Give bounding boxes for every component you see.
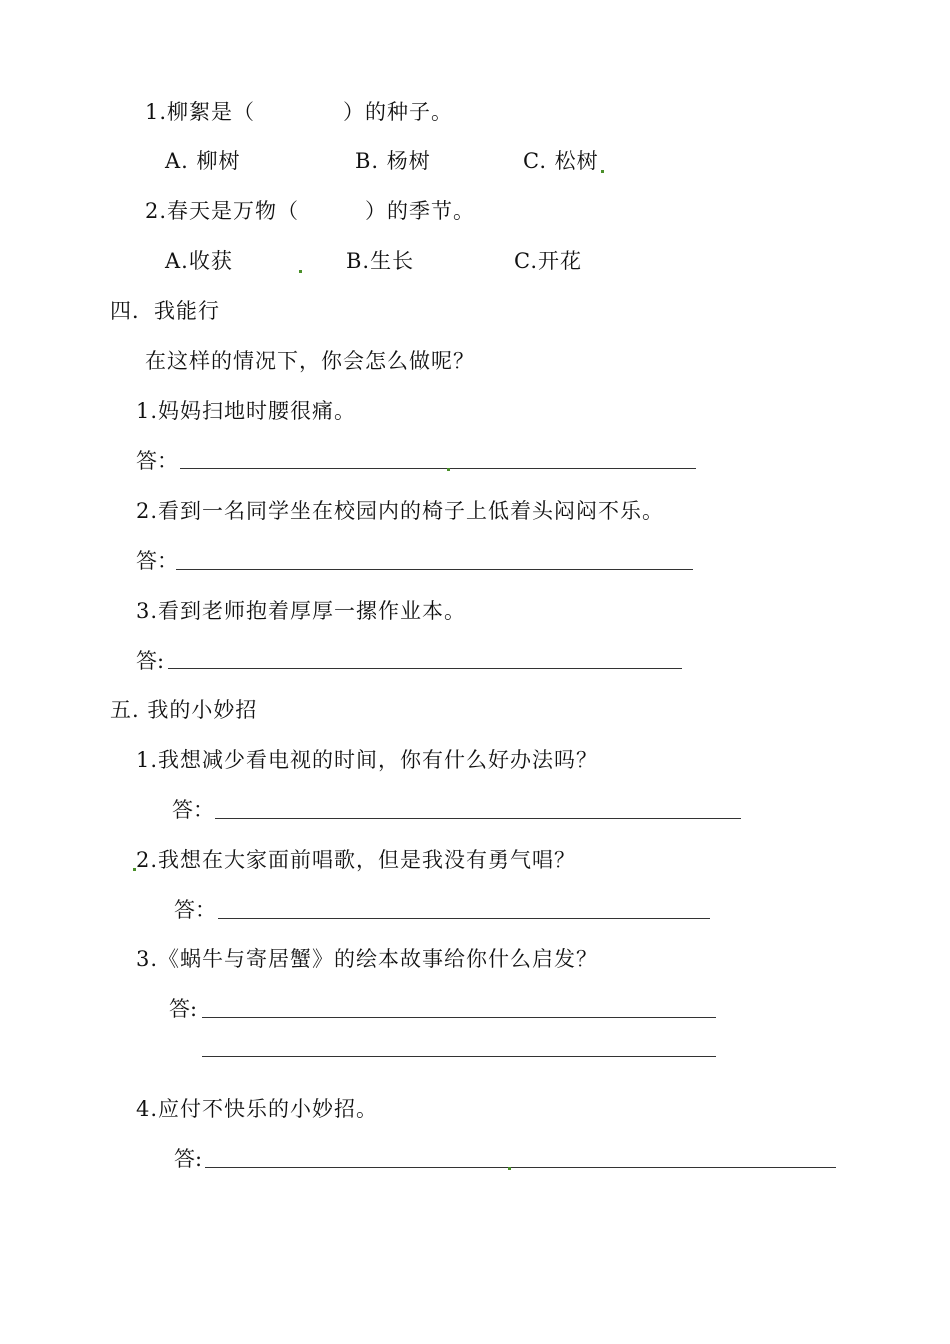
scan-mark: [133, 868, 136, 871]
section-4-intro: 在这样的情况下，你会怎么做呢？: [145, 349, 475, 373]
question-5-2: 2.我想在大家面前唱歌，但是我没有勇气唱？: [136, 848, 577, 872]
section-4-title: 四．我能行: [110, 299, 220, 323]
answer-line-5-2[interactable]: [218, 918, 710, 919]
option-3-2-b: B.生长: [346, 249, 415, 273]
option-3-1-a: A. 柳树: [165, 149, 241, 173]
answer-line-4-1[interactable]: [180, 468, 696, 469]
question-4-2: 2.看到一名同学坐在校园内的椅子上低着头闷闷不乐。: [136, 499, 665, 523]
answer-line-5-3b[interactable]: [202, 1056, 716, 1057]
scan-mark: [447, 468, 450, 471]
answer-line-5-3a[interactable]: [202, 1017, 716, 1018]
answer-line-4-2[interactable]: [176, 569, 693, 570]
scan-mark: [601, 170, 604, 173]
question-3-2: 2.春天是万物（ ）的季节。: [145, 199, 476, 223]
question-4-3: 3.看到老师抱着厚厚一摞作业本。: [136, 599, 467, 623]
scan-mark: [508, 1167, 511, 1170]
answer-label-5-1: 答：: [172, 798, 214, 822]
answer-label-4-1: 答：: [136, 449, 178, 473]
answer-line-5-4[interactable]: [205, 1167, 836, 1168]
option-3-2-c: C.开花: [514, 249, 582, 273]
answer-label-5-3: 答:: [169, 997, 198, 1021]
answer-line-4-3[interactable]: [168, 668, 682, 669]
question-5-4: 4.应付不快乐的小妙招。: [136, 1097, 379, 1121]
answer-line-5-1[interactable]: [215, 818, 741, 819]
section-5-title: 五. 我的小妙招: [110, 698, 258, 722]
option-3-2-a: A.收获: [165, 249, 233, 273]
scan-mark: [299, 270, 302, 273]
answer-label-4-2: 答：: [136, 549, 178, 573]
answer-label-5-4: 答:: [174, 1147, 203, 1171]
question-4-1: 1.妈妈扫地时腰很痛。: [136, 399, 357, 423]
answer-label-5-2: 答：: [174, 898, 216, 922]
question-3-1: 1.柳絮是（ ）的种子。: [145, 100, 454, 124]
question-5-3: 3.《蜗牛与寄居蟹》的绘本故事给你什么启发？: [136, 947, 599, 971]
question-5-1: 1.我想减少看电视的时间，你有什么好办法吗？: [136, 748, 599, 772]
answer-label-4-3: 答:: [136, 649, 165, 673]
option-3-1-b: B. 杨树: [355, 149, 431, 173]
option-3-1-c: C. 松树: [523, 149, 599, 173]
